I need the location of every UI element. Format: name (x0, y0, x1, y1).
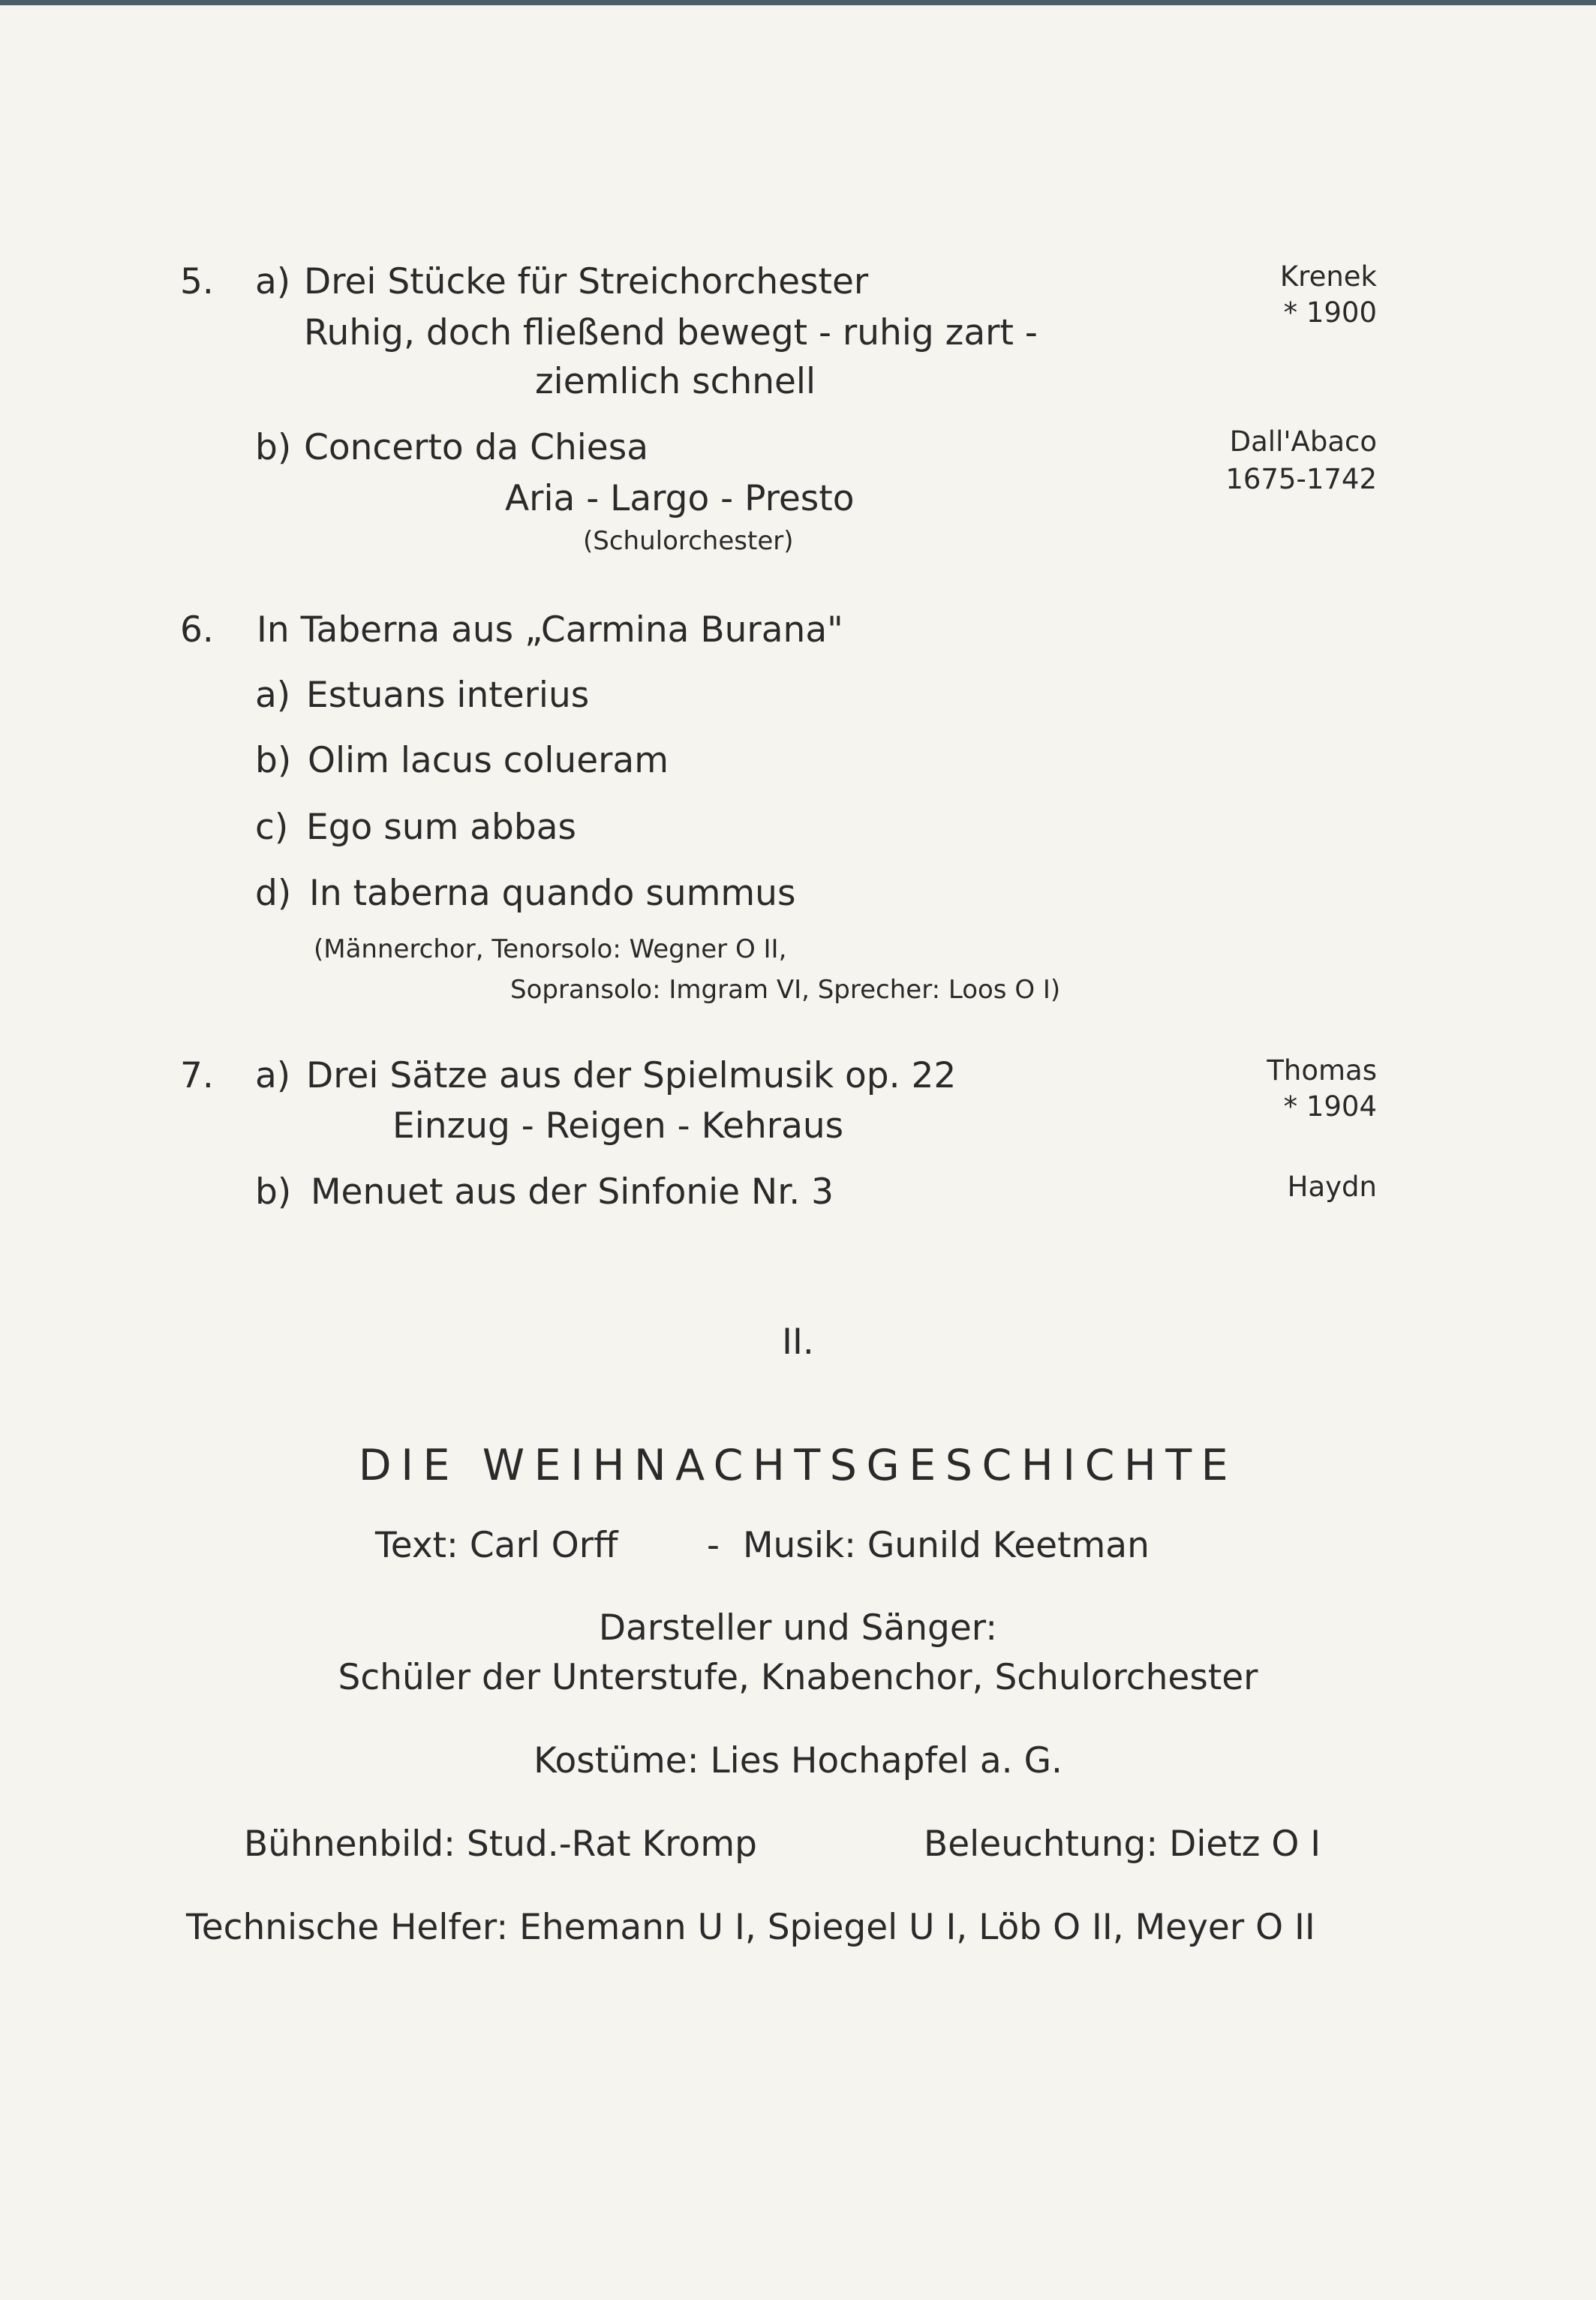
cast-heading: Darsteller und Sänger: (598, 1607, 998, 1649)
item-6b-label: b) (255, 740, 292, 781)
item-7b-label: b) (255, 1171, 292, 1213)
stage-credit: Bühnenbild: Stud.-Rat Kromp (244, 1823, 757, 1865)
item-7a-title: Drei Sätze aus der Spielmusik op. 22 (306, 1055, 957, 1096)
part-title: DIE WEIHNACHTSGESCHICHTE (358, 1441, 1238, 1490)
item-7b-composer: Haydn (1287, 1171, 1377, 1203)
item-7a-composer-dates: * 1904 (1283, 1090, 1377, 1123)
item-7b-title: Menuet aus der Sinfonie Nr. 3 (311, 1171, 834, 1213)
item-7a-movements: Einzug - Reigen - Kehraus (392, 1105, 844, 1147)
item-5a-title: Drei Stücke für Streichorchester (304, 261, 869, 302)
item-5-number: 5. (180, 261, 214, 302)
item-5b-composer: Dall'Abaco (1229, 425, 1377, 458)
costumes-credit: Kostüme: Lies Hochapfel a. G. (534, 1740, 1062, 1781)
item-7a-label: a) (255, 1055, 291, 1096)
item-5a-composer-dates: * 1900 (1283, 296, 1377, 329)
item-6c-label: c) (255, 807, 289, 848)
item-6a-label: a) (255, 675, 291, 716)
item-6-number: 6. (180, 609, 214, 651)
item-6d-label: d) (255, 873, 292, 914)
item-5b-title: Concerto da Chiesa (304, 427, 649, 468)
credit-separator: - (707, 1525, 720, 1566)
item-5a-composer: Krenek (1279, 260, 1377, 293)
item-7a-composer: Thomas (1267, 1054, 1377, 1087)
item-5b-label: b) (255, 427, 292, 468)
cast-list: Schüler der Unterstufe, Knabenchor, Schulorchester (338, 1657, 1258, 1698)
item-5b-composer-dates: 1675-1742 (1225, 463, 1377, 495)
item-7-number: 7. (180, 1055, 214, 1096)
top-edge-line (0, 0, 1596, 5)
part-numeral: II. (782, 1321, 814, 1363)
item-5a-movements-line1: Ruhig, doch fließend bewegt - ruhig zart - (304, 312, 1038, 353)
item-6-performers-line1: (Männerchor, Tenorsolo: Wegner O II, (314, 934, 787, 964)
item-6c-text: Ego sum abbas (306, 807, 576, 848)
music-credit: Musik: Gunild Keetman (743, 1525, 1150, 1566)
item-5b-performers: (Schulorchester) (583, 526, 794, 556)
item-5a-movements-line2: ziemlich schnell (535, 361, 816, 402)
text-credit: Text: Carl Orff (375, 1525, 618, 1566)
item-5a-label: a) (255, 261, 291, 302)
item-6d-text: In taberna quando summus (309, 873, 796, 914)
item-6b-text: Olim lacus colueram (308, 740, 669, 781)
lighting-credit: Beleuchtung: Dietz O I (924, 1823, 1321, 1865)
item-5b-movements: Aria - Largo - Presto (505, 478, 855, 519)
technical-helpers: Technische Helfer: Ehemann U I, Spiegel U I, Löb O II, Meyer O II (186, 1907, 1315, 1948)
item-6-title: In Taberna aus „Carmina Burana" (257, 609, 843, 651)
item-6a-text: Estuans interius (306, 675, 590, 716)
item-6-performers-line2: Sopransolo: Imgram VI, Sprecher: Loos O I) (510, 975, 1061, 1005)
